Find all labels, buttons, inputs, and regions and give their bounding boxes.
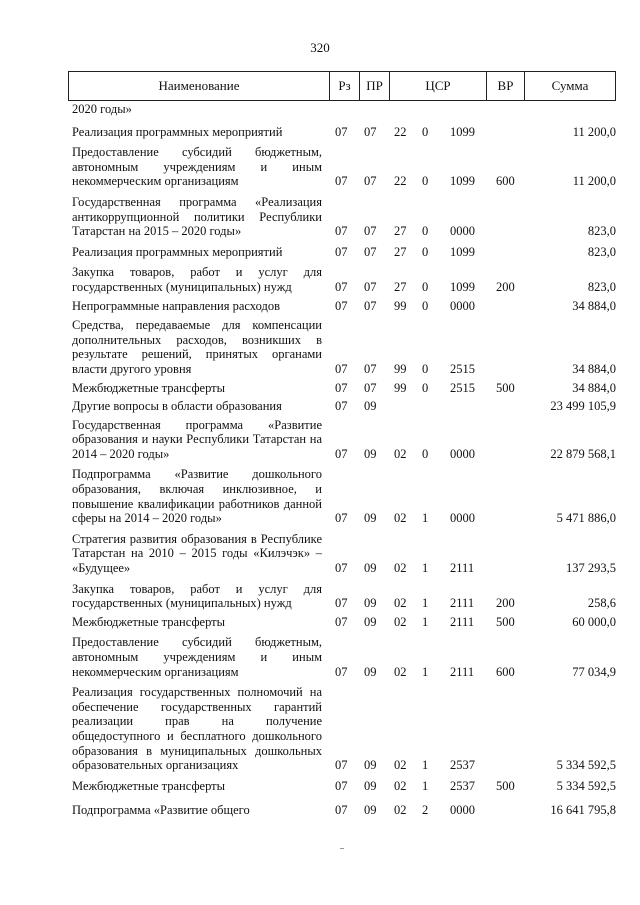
row-c2: 0 <box>422 174 429 189</box>
row-c2: 0 <box>422 124 429 139</box>
row-c2: 1 <box>422 614 429 629</box>
row-vr: 500 <box>496 614 515 629</box>
row-pr: 07 <box>364 174 377 189</box>
row-c1: 99 <box>394 380 407 395</box>
row-rz: 07 <box>335 664 348 679</box>
table-row <box>72 399 616 414</box>
row-sum: 11 200,0 <box>572 124 616 139</box>
row-vr: 600 <box>496 174 515 189</box>
row-c1: 99 <box>394 361 407 376</box>
table-row <box>72 467 616 525</box>
row-name: Подпрограмма «Развитие общего <box>72 803 250 818</box>
row-pr: 07 <box>364 244 377 259</box>
table-body <box>72 102 616 818</box>
row-rz: 07 <box>335 361 348 376</box>
row-vr: 500 <box>496 380 515 395</box>
row-name: Предоставление субсидий бюджетным, автономным учреждениям и иным некоммерческим организациям <box>72 635 322 679</box>
row-sum: 5 471 886,0 <box>556 511 616 526</box>
row-c3: 1099 <box>450 279 475 294</box>
row-pr: 07 <box>364 298 377 313</box>
row-c1: 02 <box>394 511 407 526</box>
row-vr: 500 <box>496 778 515 793</box>
row-c1: 99 <box>394 298 407 313</box>
row-c2: 1 <box>422 561 429 576</box>
table-row <box>72 779 616 794</box>
row-rz: 07 <box>335 124 348 139</box>
row-name: 2020 годы» <box>72 102 132 116</box>
row-name: Реализация государственных полномочий на обеспечение государственных гарантий реализации прав на получение общедоступного и бесплатного дошкольного образования в муниципальных дошкольных образовательных организациях <box>72 685 322 773</box>
row-c3: 0000 <box>450 298 475 313</box>
row-c1: 02 <box>394 803 407 818</box>
table-row <box>72 381 616 396</box>
row-vr: 200 <box>496 279 515 294</box>
table-row <box>72 318 616 376</box>
table-row <box>72 145 616 189</box>
row-rz: 07 <box>335 380 348 395</box>
row-c3: 2515 <box>450 361 475 376</box>
row-name: Государственная программа «Реализация антикоррупционной политики Республики Татарстан на 2015 – 2020 годы» <box>72 194 322 239</box>
row-pr: 09 <box>364 399 377 414</box>
row-pr: 09 <box>364 561 377 576</box>
row-c3: 2111 <box>450 614 475 629</box>
row-pr: 09 <box>364 511 377 526</box>
row-c1: 02 <box>394 778 407 793</box>
row-pr: 09 <box>364 614 377 629</box>
row-c3: 0000 <box>450 446 475 461</box>
row-rz: 07 <box>335 596 348 611</box>
row-c1: 02 <box>394 446 407 461</box>
row-name: Предоставление субсидий бюджетным, автономным учреждениям и иным некоммерческим организациям <box>72 145 322 189</box>
row-c3: 2111 <box>450 664 475 679</box>
row-sum: 823,0 <box>587 244 616 259</box>
row-sum: 34 884,0 <box>572 361 616 376</box>
row-c3: 1099 <box>450 124 475 139</box>
row-c2: 0 <box>422 298 429 313</box>
row-pr: 09 <box>364 664 377 679</box>
row-c2: 2 <box>422 803 429 818</box>
row-c1: 02 <box>394 561 407 576</box>
row-pr: 09 <box>364 778 377 793</box>
table-row <box>72 265 616 294</box>
row-name: Межбюджетные трансферты <box>72 380 226 395</box>
row-c3: 1099 <box>450 244 475 259</box>
row-c1: 27 <box>394 224 407 239</box>
row-rz: 07 <box>335 778 348 793</box>
row-rz: 07 <box>335 244 348 259</box>
row-sum: 137 293,5 <box>566 561 616 576</box>
row-c1: 27 <box>394 279 407 294</box>
row-sum: 77 034,9 <box>572 664 616 679</box>
row-pr: 07 <box>364 124 377 139</box>
row-vr: 200 <box>496 596 515 611</box>
row-sum: 34 884,0 <box>572 298 616 313</box>
row-pr: 09 <box>364 758 377 773</box>
row-c3: 0000 <box>450 224 475 239</box>
row-c1: 02 <box>394 596 407 611</box>
table-row <box>72 685 616 773</box>
row-pr: 09 <box>364 803 377 818</box>
row-sum: 258,6 <box>587 596 616 611</box>
table-row <box>72 125 616 140</box>
row-name: Межбюджетные трансферты <box>72 614 226 629</box>
row-sum: 823,0 <box>587 279 616 294</box>
row-pr: 07 <box>364 380 377 395</box>
row-sum: 823,0 <box>587 224 616 239</box>
row-sum: 23 499 105,9 <box>550 399 616 414</box>
table-row <box>72 299 616 314</box>
row-name: Закупка товаров, работ и услуг для государственных (муниципальных) нужд <box>72 581 322 611</box>
row-c2: 1 <box>422 778 429 793</box>
row-rz: 07 <box>335 614 348 629</box>
row-c1: 02 <box>394 758 407 773</box>
header-name: Наименование <box>69 72 330 100</box>
row-c2: 0 <box>422 361 429 376</box>
row-c2: 0 <box>422 244 429 259</box>
row-vr: 600 <box>496 664 515 679</box>
row-c2: 0 <box>422 446 429 461</box>
row-c3: 0000 <box>450 803 475 818</box>
row-c2: 1 <box>422 596 429 611</box>
row-c3: 2515 <box>450 380 475 395</box>
row-sum: 60 000,0 <box>572 614 616 629</box>
row-rz: 07 <box>335 446 348 461</box>
table-row <box>72 582 616 611</box>
row-name: Реализация программных мероприятий <box>72 244 283 259</box>
row-rz: 07 <box>335 399 348 414</box>
row-name: Государственная программа «Развитие образования и науки Республики Татарстан на 2014 – 2020 годы» <box>72 417 322 461</box>
page-number: 320 <box>310 40 330 55</box>
row-pr: 07 <box>364 279 377 294</box>
row-c2: 1 <box>422 758 429 773</box>
row-name: Непрограммные направления расходов <box>72 298 280 313</box>
row-c3: 2537 <box>450 758 475 773</box>
row-c1: 27 <box>394 244 407 259</box>
header-pr: ПР <box>360 72 390 100</box>
row-sum: 34 884,0 <box>572 380 616 395</box>
row-c1: 22 <box>394 174 407 189</box>
header-vr: ВР <box>487 72 525 100</box>
row-c2: 1 <box>422 511 429 526</box>
row-rz: 07 <box>335 803 348 818</box>
row-sum: 16 641 795,8 <box>550 803 616 818</box>
table-row <box>72 418 616 462</box>
header-sum: Сумма <box>551 78 589 93</box>
row-name: Межбюджетные трансферты <box>72 778 226 793</box>
row-name: Закупка товаров, работ и услуг для государственных (муниципальных) нужд <box>72 265 322 294</box>
row-c3: 2537 <box>450 778 475 793</box>
table-row <box>72 195 616 239</box>
table-row <box>72 615 616 630</box>
row-rz: 07 <box>335 279 348 294</box>
row-name: Средства, передаваемые для компенсации дополнительных расходов, возникших в результате решений, принятых органами власти другого уровня <box>72 318 322 376</box>
row-rz: 07 <box>335 758 348 773</box>
row-name: Другие вопросы в области образования <box>72 399 282 414</box>
table-row <box>72 532 616 576</box>
row-pr: 09 <box>364 596 377 611</box>
row-sum: 5 334 592,5 <box>556 778 616 793</box>
row-rz: 07 <box>335 224 348 239</box>
row-c1: 02 <box>394 614 407 629</box>
row-c2: 1 <box>422 664 429 679</box>
row-pr: 09 <box>364 446 377 461</box>
row-name: Подпрограмма «Развитие дошкольного образования, включая инклюзивное, и повышение квалификации работников данной сферы на 2014 – 2020 годы» <box>72 467 322 526</box>
row-c3: 2111 <box>450 561 475 576</box>
row-c3: 2111 <box>450 596 475 611</box>
table-row <box>72 803 616 818</box>
row-sum: 22 879 568,1 <box>550 446 616 461</box>
header-rz: Рз <box>330 72 360 100</box>
row-c2: 0 <box>422 380 429 395</box>
table-header <box>68 71 616 101</box>
row-pr: 07 <box>364 361 377 376</box>
row-name: Реализация программных мероприятий <box>72 124 283 139</box>
row-rz: 07 <box>335 298 348 313</box>
row-sum: 11 200,0 <box>572 174 616 189</box>
row-c3: 1099 <box>450 174 475 189</box>
table-row <box>72 245 616 260</box>
table-row <box>72 635 616 679</box>
row-sum: 5 334 592,5 <box>556 758 616 773</box>
table-row <box>72 102 616 117</box>
row-c3: 0000 <box>450 511 475 526</box>
row-rz: 07 <box>335 174 348 189</box>
row-c1: 02 <box>394 664 407 679</box>
row-c1: 22 <box>394 124 407 139</box>
scan-mark <box>340 848 344 849</box>
row-pr: 07 <box>364 224 377 239</box>
row-rz: 07 <box>335 561 348 576</box>
row-rz: 07 <box>335 511 348 526</box>
row-name: Стратегия развития образования в Республике Татарстан на 2010 – 2015 годы «Килэчэк» – «Будущее» <box>72 531 322 576</box>
row-c2: 0 <box>422 224 429 239</box>
row-c2: 0 <box>422 279 429 294</box>
header-csr: ЦСР <box>390 72 487 100</box>
